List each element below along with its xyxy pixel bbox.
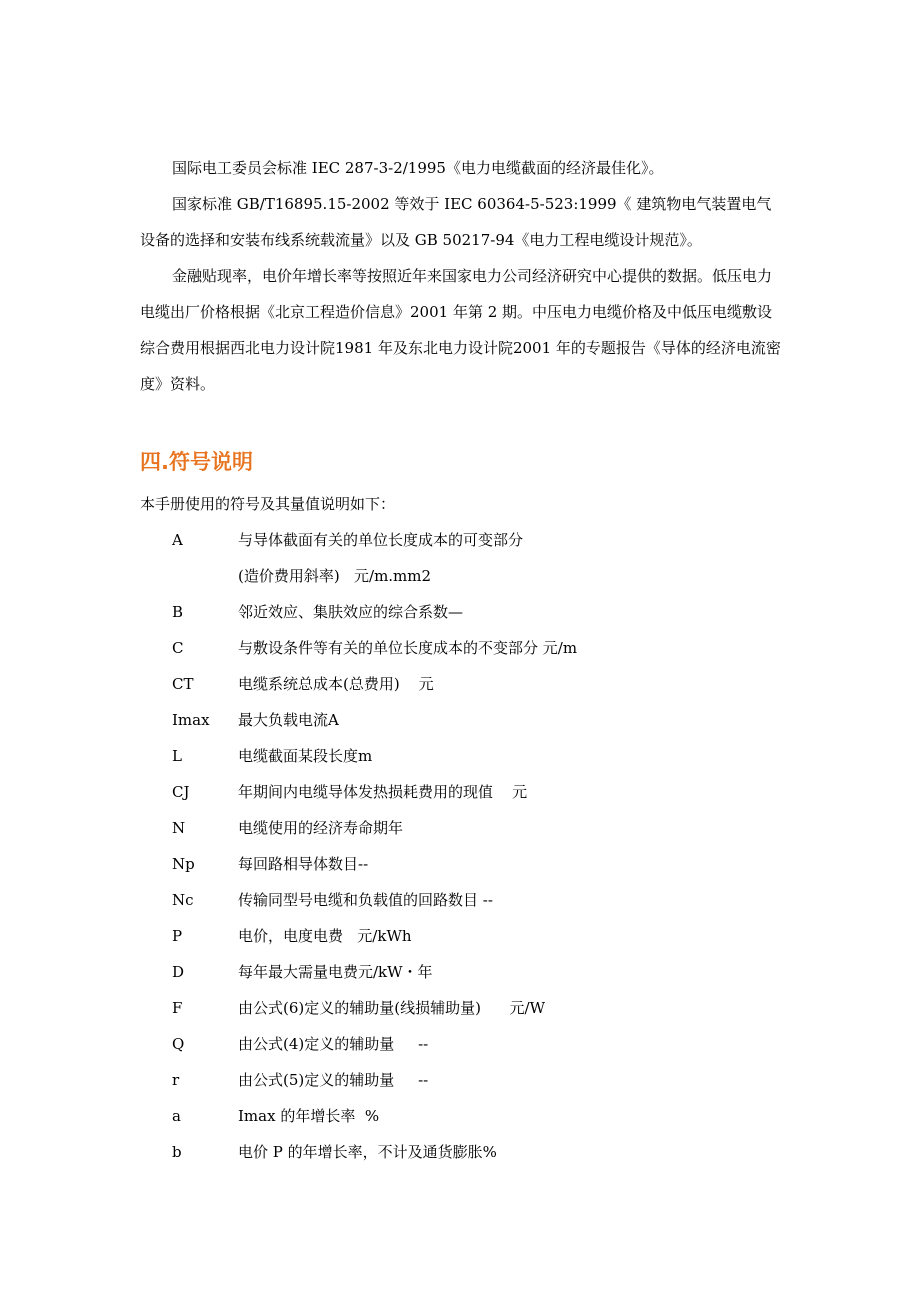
symbol-row bbox=[172, 996, 772, 1032]
symbol: Q bbox=[172, 1035, 185, 1053]
symbol-description: 由公式(4)定义的辅助量 -- bbox=[238, 1035, 429, 1053]
section-heading-symbols: 四.符号说明 bbox=[140, 450, 253, 474]
symbol: r bbox=[172, 1071, 180, 1089]
symbol-description: 电价，电度电费 元/kWh bbox=[238, 927, 412, 945]
symbol: b bbox=[172, 1143, 182, 1161]
reference-iec-287: 国际电工委员会标准 IEC 287-3-2/1995《电力电缆截面的经济最佳化》。 bbox=[172, 159, 664, 177]
symbol-description: 最大负载电流A bbox=[238, 711, 339, 729]
section-intro: 本手册使用的符号及其量值说明如下： bbox=[140, 495, 396, 513]
symbol-row bbox=[172, 960, 772, 996]
symbol-row bbox=[172, 564, 772, 600]
symbol-description: 与敷设条件等有关的单位长度成本的不变部分 元/m bbox=[238, 639, 578, 657]
symbol: Nc bbox=[172, 891, 194, 909]
symbol-description: 电缆系统总成本(总费用) 元 bbox=[238, 675, 434, 693]
symbol-row bbox=[172, 600, 772, 636]
symbol-description: 电价 P 的年增长率，不计及通货膨胀% bbox=[238, 1143, 497, 1161]
symbol: Imax bbox=[172, 711, 210, 729]
symbol: A bbox=[172, 531, 183, 549]
symbol-row bbox=[172, 1068, 772, 1104]
symbol-row bbox=[172, 708, 772, 744]
symbol-list bbox=[172, 528, 772, 1176]
symbol-row bbox=[172, 528, 772, 564]
symbol-description: 年期间内电缆导体发热损耗费用的现值 元 bbox=[238, 783, 528, 801]
symbol: C bbox=[172, 639, 184, 657]
symbol-description: 每年最大需量电费元/kW・年 bbox=[238, 963, 433, 981]
symbol: N bbox=[172, 819, 186, 837]
symbol-description: 电缆使用的经济寿命期年 bbox=[238, 819, 404, 837]
symbol: a bbox=[172, 1107, 181, 1125]
symbol-row bbox=[172, 672, 772, 708]
symbol: P bbox=[172, 927, 183, 945]
symbol-description: 电缆截面某段长度m bbox=[238, 747, 373, 765]
symbol-row bbox=[172, 636, 772, 672]
symbol-description: 由公式(5)定义的辅助量 -- bbox=[238, 1071, 429, 1089]
symbol-description: 由公式(6)定义的辅助量(线损辅助量) 元/W bbox=[238, 999, 546, 1017]
reference-data-sources: 金融贴现率，电价年增长率等按照近年来国家电力公司经济研究中心提供的数据。低压电力电缆出厂价格根据《北京工程造价信息》2001 年第 2 期。中压电力电缆价格及中低压电缆敷设综合费用根据西北电力设计院1981 年及东北电力设计院2001 年的专题报告《导体的经济电流密度》资料。 bbox=[140, 267, 781, 393]
symbol: L bbox=[172, 747, 182, 765]
symbol-row bbox=[172, 1104, 772, 1140]
reference-gb-t16895: 国家标准 GB/T16895.15-2002 等效于 IEC 60364-5-523:1999《 建筑物电气装置电气设备的选择和安装布线系统载流量》以及 GB 50217-94《电力工程电缆设计规范》。 bbox=[140, 195, 772, 249]
symbol-row bbox=[172, 744, 772, 780]
symbol-row bbox=[172, 852, 772, 888]
symbol-description: 邻近效应、集肤效应的综合系数— bbox=[238, 603, 464, 621]
symbol: CJ bbox=[172, 783, 190, 801]
symbol-description: Imax 的年增长率 % bbox=[238, 1107, 380, 1125]
symbol-row bbox=[172, 816, 772, 852]
symbol-description: 与导体截面有关的单位长度成本的可变部分 bbox=[238, 531, 524, 549]
symbol-row bbox=[172, 1032, 772, 1068]
symbol: Np bbox=[172, 855, 195, 873]
symbol-row bbox=[172, 924, 772, 960]
symbol-row bbox=[172, 1140, 772, 1176]
symbol: CT bbox=[172, 675, 194, 693]
symbol-description: 传输同型号电缆和负载值的回路数目 -- bbox=[238, 891, 493, 909]
symbol: D bbox=[172, 963, 185, 981]
symbol-description: 每回路相导体数目-- bbox=[238, 855, 369, 873]
symbol: F bbox=[172, 999, 183, 1017]
symbol-row bbox=[172, 888, 772, 924]
symbol: B bbox=[172, 603, 184, 621]
symbol-description: (造价费用斜率) 元/m.mm2 bbox=[238, 567, 432, 585]
symbol-row bbox=[172, 780, 772, 816]
